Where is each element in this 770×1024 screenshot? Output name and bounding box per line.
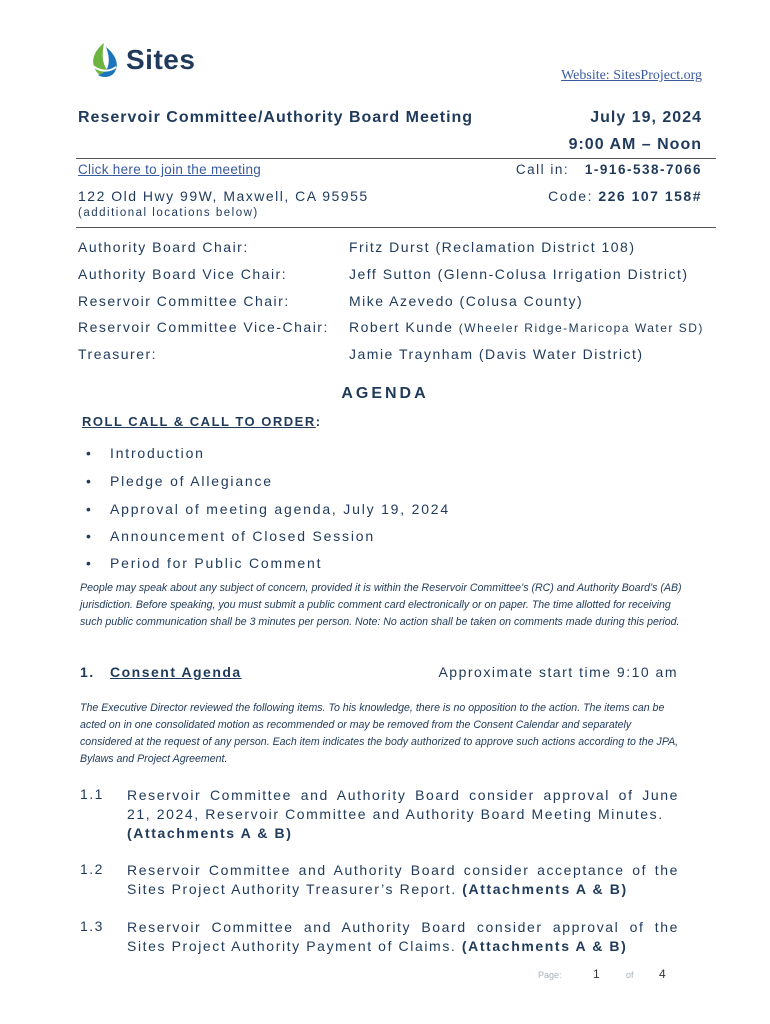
- bullet-dot: •: [86, 528, 91, 544]
- header-divider: [76, 158, 716, 159]
- footer-of-label: of: [626, 970, 634, 980]
- officer-name: Fritz Durst (Reclamation District 108): [349, 239, 636, 255]
- agenda-heading: AGENDA: [341, 385, 429, 402]
- bullet-dot: •: [86, 501, 91, 517]
- sites-logo: [86, 40, 195, 80]
- meeting-title: Reservoir Committee/Authority Board Meeting: [78, 109, 474, 126]
- join-meeting-link[interactable]: Click here to join the meeting: [78, 162, 262, 177]
- officer-role: Authority Board Vice Chair:: [78, 266, 288, 282]
- agenda-bullet-item: Period for Public Comment: [110, 555, 323, 571]
- officer-role: Treasurer:: [78, 346, 158, 362]
- footer-page-label: Page:: [538, 970, 562, 980]
- agenda-bullet-item: Introduction: [110, 445, 205, 461]
- officer-name: Jamie Traynham (Davis Water District): [349, 346, 644, 362]
- officer-name: Robert Kunde (Wheeler Ridge-Maricopa Water SD): [349, 319, 704, 335]
- officer-role: Authority Board Chair:: [78, 239, 249, 255]
- public-comment-note: People may speak about any subject of concern, provided it is within the Reservoir Committee’s (RC) and Authority Board’s (AB) jurisdiction. Before speaking, you must submit a public comment card electronically or on paper. The time allotted for receiving such public communication shall be 3 minutes per person. Note: No action shall be taken on comments made during this period.: [80, 582, 682, 628]
- water-leaf-icon: [86, 41, 122, 79]
- officers-divider: [76, 227, 716, 228]
- bullet-dot: •: [86, 445, 91, 461]
- footer-page-total: 4: [659, 967, 666, 981]
- call-in-label: Call in:: [515, 162, 570, 177]
- item-attachments: (Attachments A & B): [127, 825, 293, 841]
- code-label: Code:: [548, 188, 593, 204]
- consent-intro: The Executive Director reviewed the following items. To his knowledge, there is no opposition to the action. The items can be acted on in one consolidated motion as recommended or may be removed from the Consent Calendar and separately considered at the request of any person. Each item indicates the body authorized to approve such actions according to the JPA, Bylaws and Project Agreement.: [80, 702, 679, 765]
- bullet-dot: •: [86, 473, 91, 489]
- officer-role: Reservoir Committee Chair:: [78, 293, 290, 309]
- agenda-bullet-item: Approval of meeting agenda, July 19, 2024: [110, 501, 450, 517]
- item-attachments: (Attachments A & B): [462, 881, 628, 897]
- officer-role: Reservoir Committee Vice-Chair:: [78, 319, 329, 335]
- officer-name: Mike Azevedo (Colusa County): [349, 293, 584, 309]
- call-in-info: [516, 162, 702, 177]
- logo-text: Sites: [126, 44, 196, 75]
- item-number: 1.1: [80, 786, 104, 802]
- item-number: 1.2: [80, 861, 104, 877]
- item-number: 1.3: [80, 918, 104, 934]
- officer-name: Jeff Sutton (Glenn-Colusa Irrigation District): [349, 266, 689, 282]
- officer-org: (Wheeler Ridge-Maricopa Water SD): [458, 321, 704, 335]
- section-title: Consent Agenda: [110, 664, 242, 680]
- meeting-code: [548, 188, 702, 204]
- meeting-date: July 19, 2024: [590, 109, 702, 126]
- rollcall-heading: ROLL CALL & CALL TO ORDER:: [82, 414, 322, 429]
- bullet-dot: •: [86, 555, 91, 571]
- code-value: 226 107 158#: [598, 188, 702, 204]
- call-in-number: 1-916-538-7066: [584, 162, 702, 177]
- consent-item: Reservoir Committee and Authority Board consider approval of June 21, 2024, Reservoir Committee and Authority Board Meeting Minutes. (Attachments A & B): [127, 787, 679, 841]
- agenda-bullet-item: Pledge of Allegiance: [110, 473, 273, 489]
- agenda-bullet-item: Announcement of Closed Session: [110, 528, 375, 544]
- website-link[interactable]: Website: SitesProject.org: [561, 68, 702, 83]
- additional-locations-note: (additional locations below): [78, 207, 259, 219]
- footer-page-number: 1: [593, 967, 600, 981]
- consent-item: Reservoir Committee and Authority Board consider acceptance of the Sites Project Authority Treasurer’s Report. (Attachments A & B): [127, 862, 679, 897]
- consent-item: Reservoir Committee and Authority Board consider approval of the Sites Project Authority Payment of Claims. (Attachments A & B): [127, 919, 679, 954]
- meeting-time: 9:00 AM – Noon: [568, 136, 702, 153]
- section-start-time: Approximate start time 9:10 am: [438, 664, 678, 680]
- item-attachments: (Attachments A & B): [461, 938, 628, 954]
- meeting-address: 122 Old Hwy 99W, Maxwell, CA 95955: [78, 188, 369, 204]
- section-number: 1.: [80, 664, 95, 680]
